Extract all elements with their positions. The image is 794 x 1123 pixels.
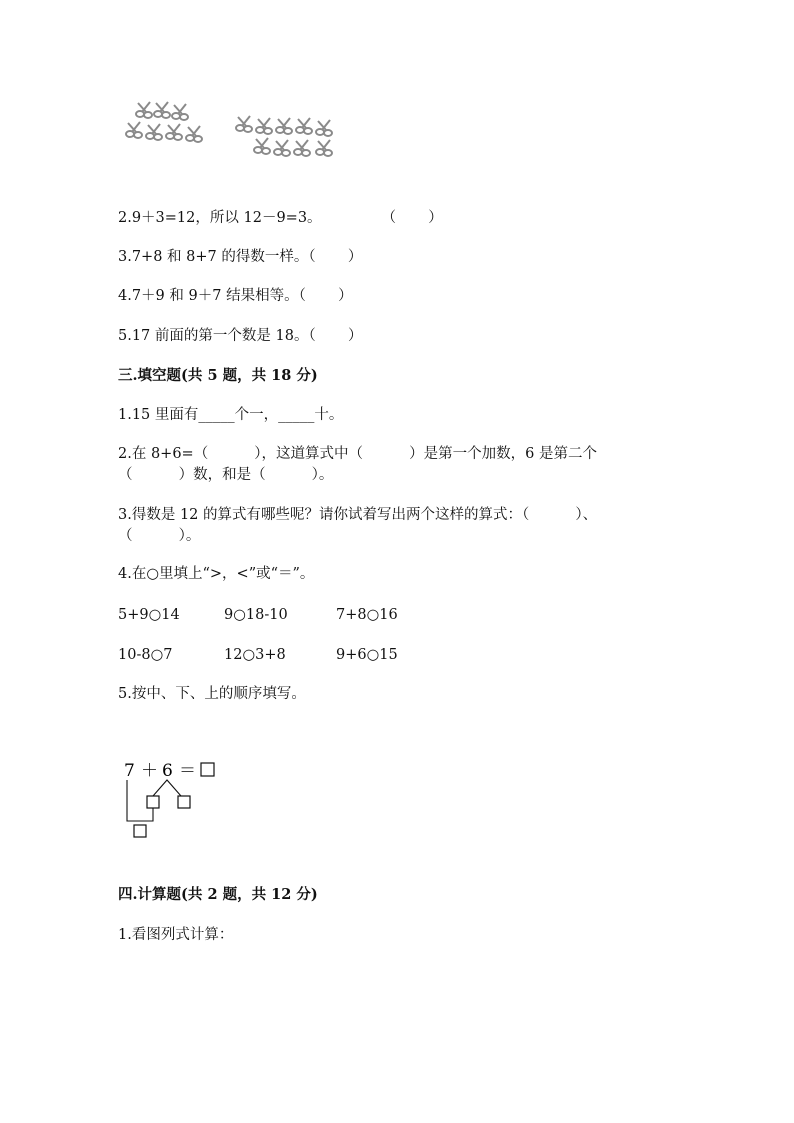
diagram-plus: ＋ xyxy=(141,761,158,781)
section-fill-heading: 三.填空题(共 5 题，共 18 分) xyxy=(118,367,318,384)
diagram-equals: ＝ xyxy=(179,761,196,781)
scissors-icon xyxy=(276,118,292,134)
fill-question-2-line-2: （ ）数，和是（ ）。 xyxy=(118,467,334,483)
scissors-icon xyxy=(236,116,252,132)
compare-cell: 5+9○14 xyxy=(118,607,180,623)
judge-item-5: 5.17 前面的第一个数是 18。（ ） xyxy=(118,328,363,344)
scissors-icon xyxy=(172,104,188,120)
scissors-icon xyxy=(146,124,162,140)
decomposition-diagram xyxy=(112,756,232,846)
judge-item-2: 2.9＋3=12，所以 12－9=3。 （ ） xyxy=(118,210,443,226)
scissors-icon xyxy=(296,118,312,134)
scissors-icon xyxy=(274,140,290,156)
scissors-icon xyxy=(186,126,202,142)
scissors-icon xyxy=(316,140,332,156)
sum-box xyxy=(134,825,146,837)
diagram-number-6: 6 xyxy=(162,761,173,781)
scissors-icon xyxy=(256,118,272,134)
split-box-right xyxy=(178,796,190,808)
scissors-icon xyxy=(294,140,310,156)
fill-question-3-line-2: （ ）。 xyxy=(118,528,201,544)
judge-item-3: 3.7+8 和 8+7 的得数一样。（ ） xyxy=(118,249,363,265)
compare-cell: 9+6○15 xyxy=(336,647,398,663)
scissors-icon xyxy=(126,122,142,138)
fill-question-5: 5.按中、下、上的顺序填写。 xyxy=(118,686,306,702)
compare-cell: 12○3+8 xyxy=(224,647,286,663)
section-calc-heading: 四.计算题(共 2 题，共 12 分) xyxy=(118,886,318,903)
fill-question-2-line-1: 2.在 8+6=（ ），这道算式中（ ）是第一个加数，6 是第二个 xyxy=(118,446,597,462)
scissors-icon xyxy=(154,102,170,118)
fill-question-3-line-1: 3.得数是 12 的算式有哪些呢？请你试着写出两个这样的算式：（ ）、 xyxy=(118,507,598,523)
calc-question-1: 1.看图列式计算： xyxy=(118,927,234,943)
scissors-icon xyxy=(316,120,332,136)
scissors-icon xyxy=(166,124,182,140)
answer-box xyxy=(201,763,214,776)
bracket-line xyxy=(127,780,153,821)
compare-cell: 9○18-10 xyxy=(224,607,288,623)
compare-cell: 10-8○7 xyxy=(118,647,173,663)
judge-item-4: 4.7＋9 和 9＋7 结果相等。（ ） xyxy=(118,288,353,304)
scissors-group-icon xyxy=(120,98,360,166)
scissors-icon xyxy=(136,102,152,118)
split-box-left xyxy=(147,796,159,808)
scissors-icon xyxy=(254,138,270,154)
compare-cell: 7+8○16 xyxy=(336,607,398,623)
scissors-figure xyxy=(120,98,360,166)
fill-question-1: 1.15 里面有_____个一，_____十。 xyxy=(118,407,344,423)
diagram-lines xyxy=(112,756,232,846)
split-lines xyxy=(153,780,181,796)
fill-question-4: 4.在○里填上“>，<”或“＝”。 xyxy=(118,566,315,582)
diagram-number-7: 7 xyxy=(124,761,135,781)
